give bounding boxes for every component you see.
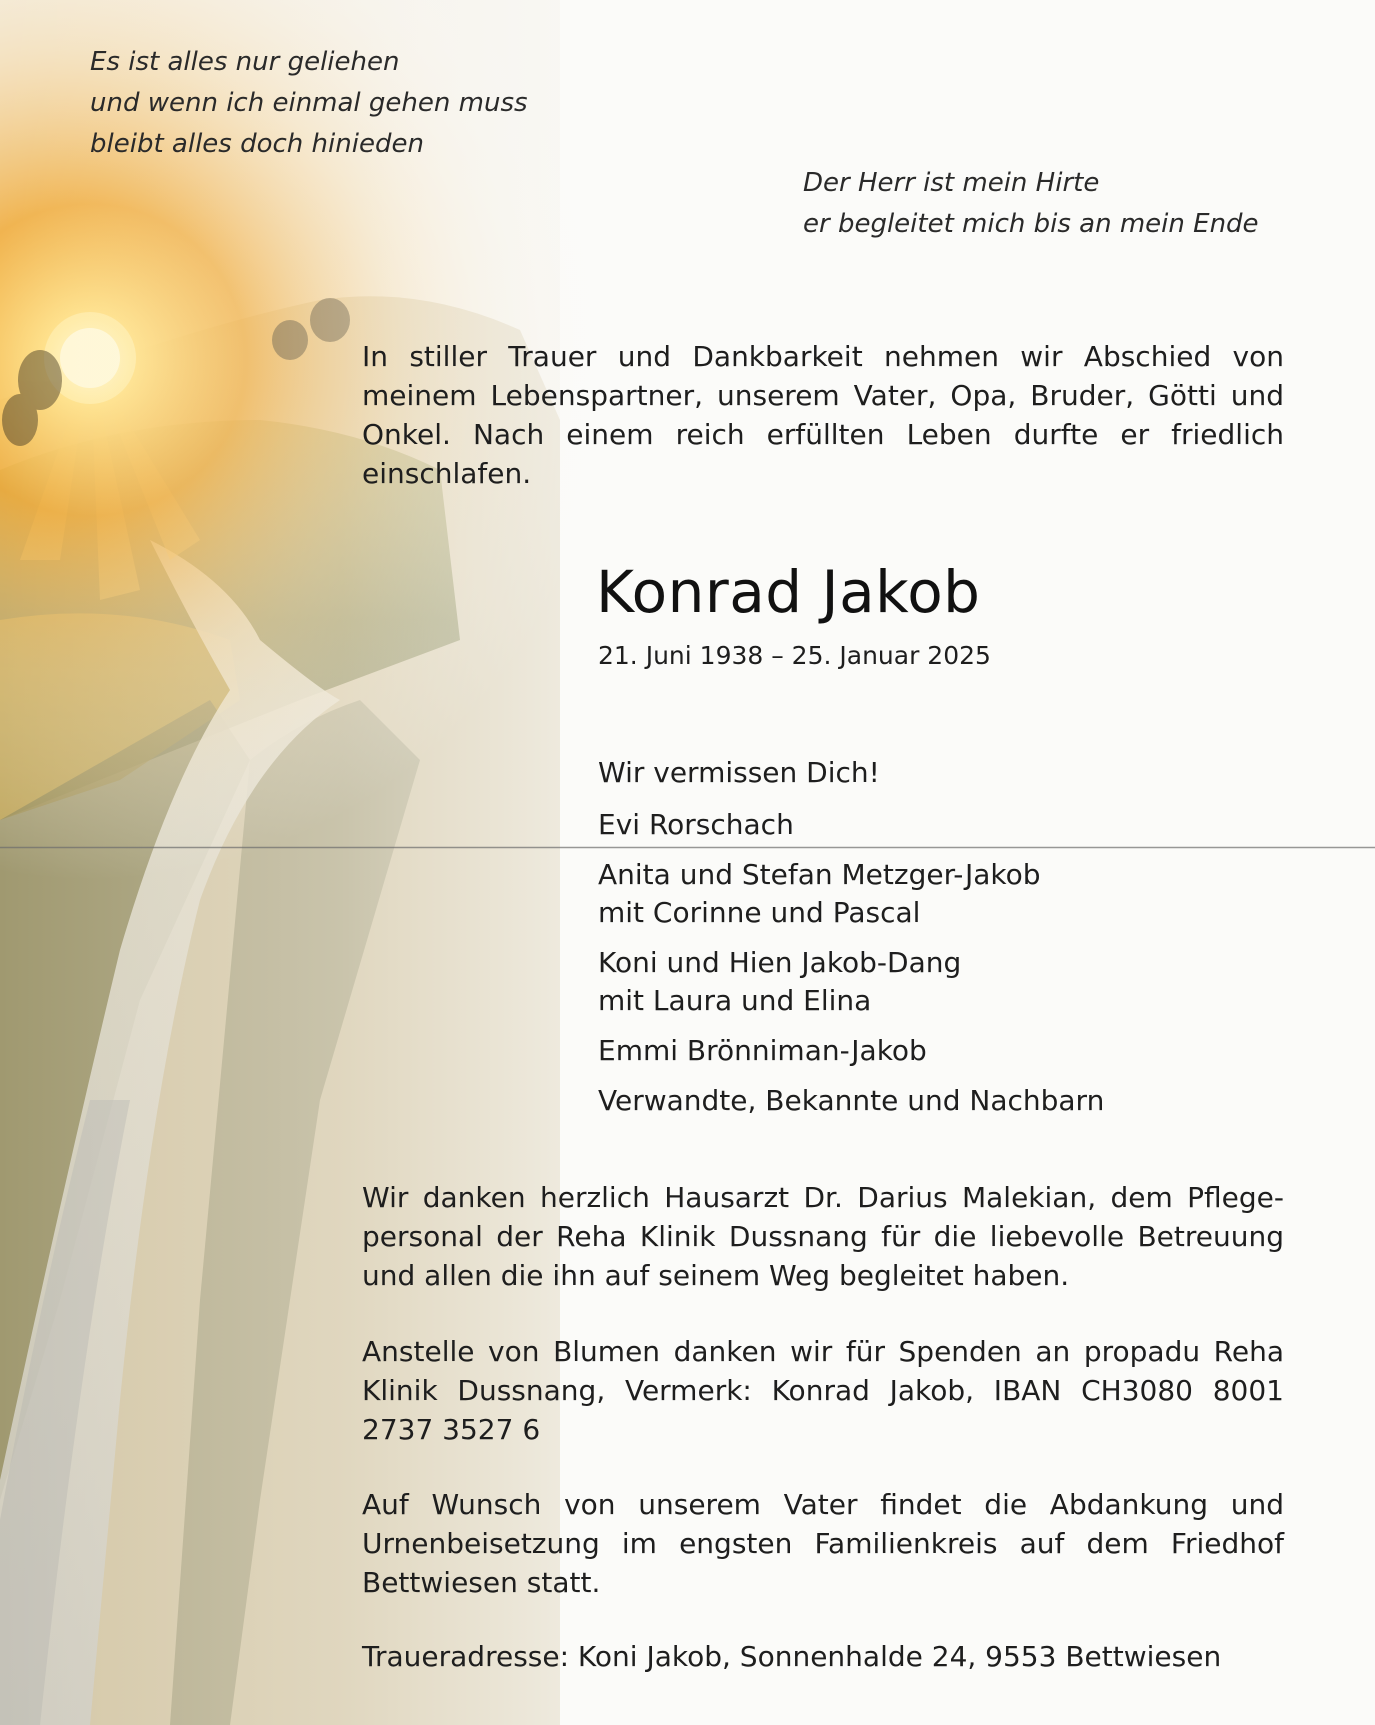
deceased-name: Konrad Jakob xyxy=(596,558,981,626)
mourner-entry xyxy=(598,856,1298,932)
mourning-address: Traueradresse: Koni Jakob, Sonnenhalde 24, 9553 Bettwiesen xyxy=(362,1640,1222,1673)
mourner-entry xyxy=(598,944,1298,1020)
poem-left-line: Es ist alles nur geliehen xyxy=(90,47,400,77)
mourner-line: Emmi Brönniman-Jakob xyxy=(598,1034,927,1067)
mourners-opening: Wir vermissen Dich! xyxy=(598,756,880,789)
intro-paragraph: In stiller Trauer und Dankbarkeit nehmen wir Abschied von meinem Lebenspartner, unserem Vater, Opa, Bruder, Götti und Onkel. Nach einem reich erfüllten Leben durfte er friedlich einschlafen. xyxy=(362,340,1284,490)
mourner-entry xyxy=(598,1032,1298,1070)
mourner-line: mit Corinne und Pascal xyxy=(598,896,921,929)
poem-right-line: Der Herr ist mein Hirte xyxy=(803,168,1100,198)
mourner-entry xyxy=(598,806,1298,844)
poem-left-line: bleibt alles doch hinieden xyxy=(90,129,424,159)
thanks-paragraph: Wir danken herzlich Hausarzt Dr. Darius Malekian, dem Pflegepersonal der Reha Klinik Dussnang für die liebevolle Betreuung und allen die ihn auf seinem Weg begleitet haben. xyxy=(362,1181,1284,1292)
poem-left-line: und wenn ich einmal gehen muss xyxy=(90,88,528,118)
donation-paragraph: Anstelle von Blumen danken wir für Spenden an propadu Reha Klinik Dussnang, Vermerk: Konrad Jakob, IBAN CH3080 8001 2737 3527 6 xyxy=(362,1335,1284,1446)
mourner-line: Verwandte, Bekannte und Nachbarn xyxy=(598,1084,1105,1117)
mourner-line: mit Laura und Elina xyxy=(598,984,872,1017)
funeral-paragraph: Auf Wunsch von unserem Vater findet die Abdankung und Urnenbeisetzung im engsten Familienkreis auf dem Friedhof Bettwiesen statt. xyxy=(362,1488,1284,1599)
poem-right xyxy=(803,163,1323,245)
mourner-line: Koni und Hien Jakob-Dang xyxy=(598,946,962,979)
mourner-line: Evi Rorschach xyxy=(598,808,794,841)
mourner-line: Anita und Stefan Metzger-Jakob xyxy=(598,858,1041,891)
life-dates: 21. Juni 1938 – 25. Januar 2025 xyxy=(598,641,991,670)
mourners-list xyxy=(598,754,1298,1120)
poem-right-line: er begleitet mich bis an mein Ende xyxy=(803,209,1259,239)
poem-left xyxy=(90,42,650,165)
mourner-entry xyxy=(598,1082,1298,1120)
